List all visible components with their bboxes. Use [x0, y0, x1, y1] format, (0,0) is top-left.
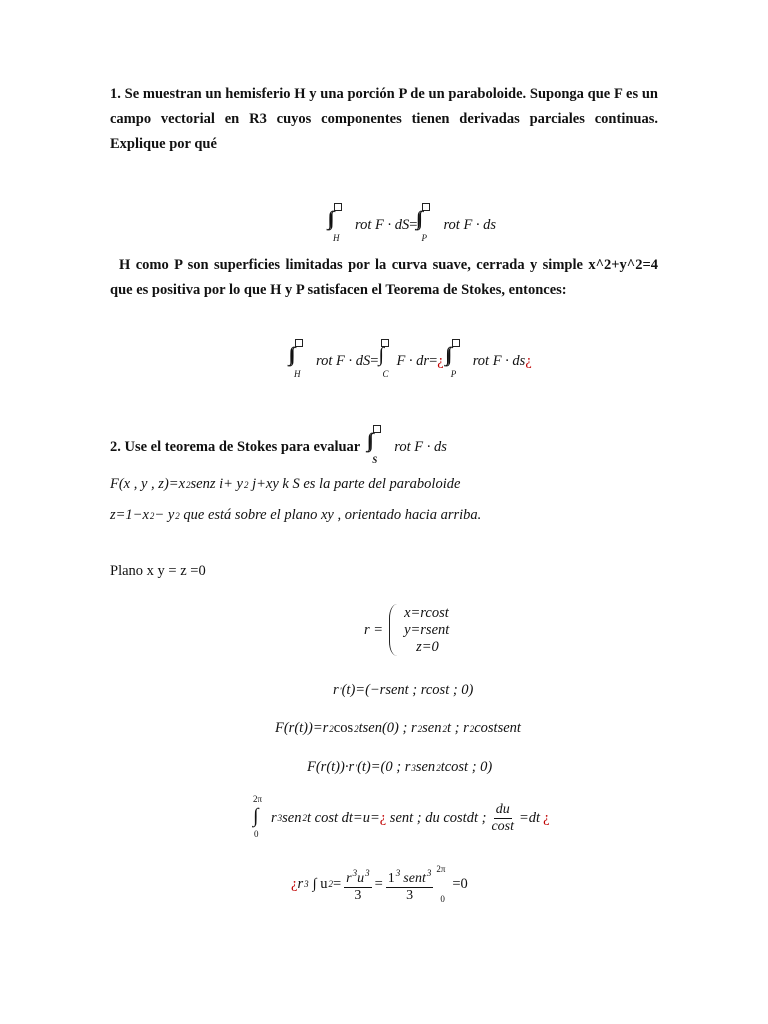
- left-brace-icon: [389, 604, 398, 656]
- double-integral-icon: P: [417, 203, 439, 247]
- equation-1: H rot F · dS = P rot F · ds: [329, 203, 496, 247]
- problem1-explanation: H como P son superficies limitadas por la curva suave, cerrada y simple x^2+y^2=4 que es positiva por lo que H y P satisfacen el Teorema de Stokes, entonces:: [110, 257, 658, 298]
- field-on-curve: F(r(t))=r 2 cos 2 tsen(0) ; r 2 sen 2 t ; r 2 costsent: [275, 720, 521, 736]
- definite-integral-icon: 2π ∫ 0: [253, 794, 263, 839]
- dot-product: F(r(t))·r ' (t)=(0 ; r 3 sen 2 tcost ; 0): [307, 759, 493, 775]
- evaluation-bar: 2π 0: [436, 864, 446, 904]
- double-integral-icon: H: [290, 339, 312, 383]
- field-definition: F(x , y , z)=x 2 senz i+ y 2 j+xy k S es la parte del paraboloide: [110, 476, 461, 492]
- plane-statement: Plano x y = z =0: [110, 563, 206, 579]
- integral-substitution: 2π ∫ 0 r 3 sen 2 t cost dt=u= ¿ sent ; du costdt ; $\frac{du}{\cos t}$ =dt ¿: [253, 794, 550, 839]
- surface-definition: z=1−x 2 − y 2 que está sobre el plano xy , orientado hacia arriba.: [110, 507, 482, 523]
- problem2-heading: 2. Use el teorema de Stokes para evaluar S rot F · ds: [110, 425, 447, 469]
- double-integral-icon: S: [368, 425, 390, 469]
- line-integral-icon: ∫ C: [378, 339, 392, 383]
- parametrization-system: r = x=rcost y=rsent z=0: [364, 604, 450, 655]
- double-integral-icon: P: [447, 339, 469, 383]
- derivative-equation: r ' (t)=(−rsent ; rcost ; 0): [333, 682, 474, 698]
- final-result: ¿ r 3 ∫ u 2 = $\frac{r^3u^3}{3}$ = $\frac{1^3 sent^3}{3}$ 2π 0 =0: [291, 864, 468, 904]
- double-integral-icon: H: [329, 203, 351, 247]
- eq1-lhs: rot F · dS: [355, 216, 410, 233]
- eq1-rhs: rot F · ds: [443, 216, 497, 233]
- problem1-statement: 1. Se muestran un hemisferio H y una porción P de un paraboloide. Suponga que F es un campo vectorial en R3 cuyos componentes tienen derivadas parciales continuas. Explique por qué: [110, 86, 658, 152]
- equation-2: H rot F · dS = ∫ C F · dr = ¿ P rot F · ds ¿: [290, 339, 532, 383]
